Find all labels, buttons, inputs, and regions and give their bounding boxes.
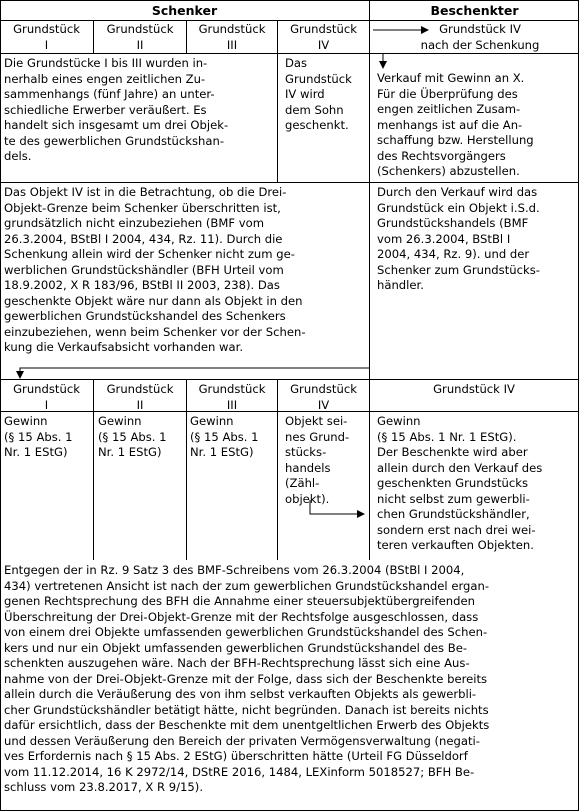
cell-grundstueck-3: Grundstück III	[198, 22, 266, 52]
cell-gewinn-beschenkter: Gewinn (§ 15 Abs. 1 Nr. 1 EStG). Der Beschenkte wird aber allein durch den Verkauf des geschenkten Grundstücks nicht selbst zum gewerbli- chen Grundstückshändler, sondern erst nach drei wei- teren verkauften Objekten.	[377, 414, 543, 552]
cell-grundstueck-3: Grundstück III	[198, 382, 266, 412]
cell-gewinn-2: Gewinn (§ 15 Abs. 1 Nr. 1 EStG)	[98, 414, 167, 459]
cell-gewinn-1: Gewinn (§ 15 Abs. 1 Nr. 1 EStG)	[4, 414, 73, 459]
footer-paragraph: Entgegen der in Rz. 9 Satz 3 des BMF-Schreibens vom 26.3.2004 (BStBl I 2004, 434) vertretenen Ansicht ist nach der zum gewerblichen Grundstückshandel ergan- genen Rechtsprechung des BFH die Annahme einer steuersubjektübergreifenden Überschreitung der Drei-Objekt-Grenze mit der Rechtsfolge ausgeschlossen, dass von einem drei Objekte umfassenden gewerblichen Grundstückshandel des Schen- kers und nur ein Objekt umfassenden gewerblichen Grundstückshandel des Be- schenkten auszugehen wäre. Nach der BFH-Rechtsprechung lässt sich eine Aus- nahme von der Drei-Objekt-Grenze mit der Folge, dass sich der Beschenkte bereits allein durch die Veräußerung des von ihm selbst verkauften Objekts als gewerbli- cher Grundstückshändler betätigt hätte, nicht begründen. Danach ist bereits nichts dafür ersichtlich, dass der Beschenkte mit dem unentgeltlichen Erwerb des Objekts und dessen Veräußerung den Bereich der privaten Vermögensverwaltung (negati- ves Erfordernis nach § 15 Abs. 2 EStG) überschritten hätte (Urteil FG Düsseldorf vom 11.12.2014, 16 K 2972/14, DStRE 2016, 1484, LEXinform 5018527; BFH Be- schluss vom 23.8.2017, X R 9/15).	[4, 563, 490, 794]
cell-sale-note: Verkauf mit Gewinn an X. Für die Überprüfung des engen zeitlichen Zusam- menhangs ist auf die An- schaffung bzw. Herstellung des Rechtsvorgängers (Schenkers) abzustellen.	[377, 71, 534, 178]
header-beschenkter: Beschenkter	[430, 3, 519, 18]
cell-schenker-analysis: Das Objekt IV ist in die Betrachtung, ob die Drei- Objekt-Grenze beim Schenker überschritten ist, grundsätzlich nicht einzubeziehen (BMF vom 26.3.2004, BStBl I 2004, 434, Rz. 11). Durch die Schenkung allein wird der Schenker nicht zum ge- werblichen Grundstückshändler (BFH Urteil vom 18.9.2002, X R 183/96, BStBl II 2003, 238). Das geschenkte Objekt wäre nur dann als Objekt in den gewerblichen Grundstückshandel des Schenkers einzubeziehen, wenn beim Schenker vor der Schen- kung die Verkaufsabsicht vorhanden war.	[4, 185, 306, 354]
cell-grundstueck-2: Grundstück II	[106, 382, 174, 412]
cell-grundstueck-1: Grundstück I	[13, 382, 80, 412]
cell-grundstueck-4-right: Grundstück IV	[433, 382, 515, 396]
cell-grundstueck-4: Grundstück IV	[290, 382, 357, 412]
cell-description-sales: Die Grundstücke I bis III wurden in- nerhalb eines engen zeitlichen Zu- sammenhangs (fünf Jahre) an unter- schiedliche Erwerber veräußert. Es handelt sich insgesamt um drei Objek- te des gewerblichen Grundstückshan- dels.	[4, 56, 229, 163]
cell-gift-note: Das Grundstück IV wird dem Sohn geschenkt.	[285, 56, 352, 132]
cell-grundstueck-2: Grundstück II	[106, 22, 174, 52]
cell-grundstueck-4: Grundstück IV	[290, 22, 357, 52]
arrow-right-icon	[310, 500, 364, 514]
cell-grundstueck-1: Grundstück I	[13, 22, 80, 52]
cell-grundstueck-4-after: Grundstück IV nach der Schenkung	[420, 22, 540, 52]
arrow-down-icon	[20, 368, 369, 378]
cell-zaehlobjekt: Objekt sei- nes Grund- stücks- handels (Zähl- objekt).	[285, 414, 350, 506]
header-schenker: Schenker	[151, 3, 218, 18]
cell-beschenkter-analysis: Durch den Verkauf wird das Grundstück ein Objekt i.S.d. Grundstückshandels (BMF vom 26.3.2004, BStBl I 2004, 434, Rz. 9). und der Schenker zum Grundstücks- händler.	[377, 185, 540, 292]
cell-gewinn-3: Gewinn (§ 15 Abs. 1 Nr. 1 EStG)	[190, 414, 259, 459]
